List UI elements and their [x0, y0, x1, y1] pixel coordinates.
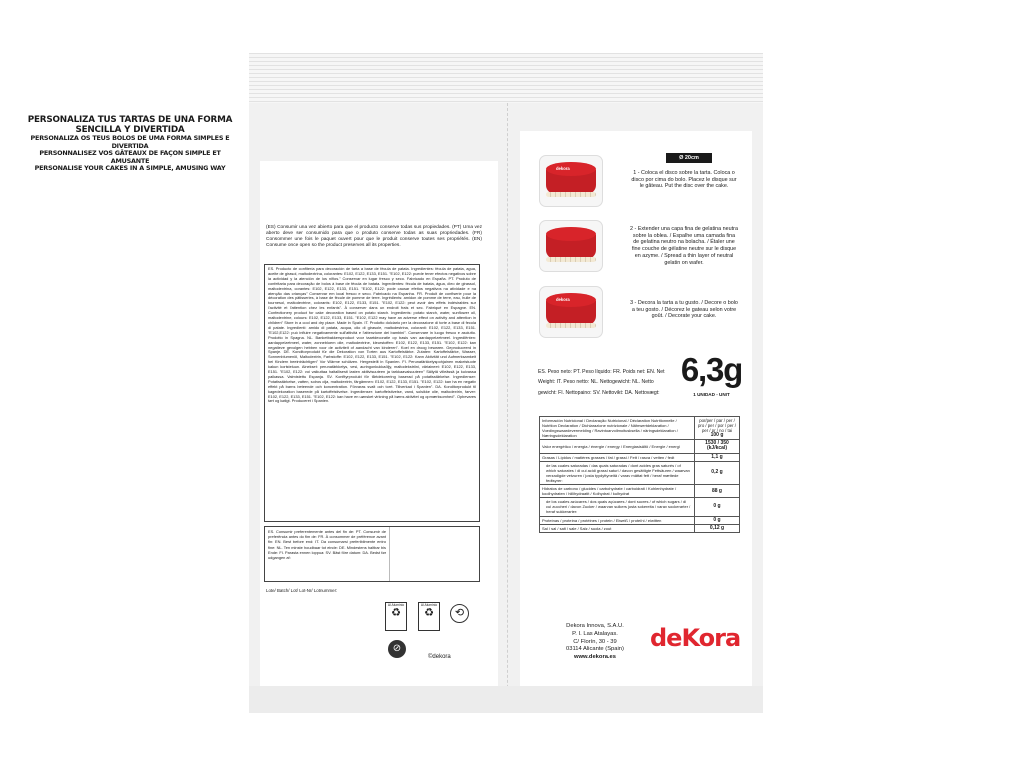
- aluminium-recycle-icon: [385, 602, 407, 631]
- address-line: Dekora Innova, S.A.U.: [566, 623, 624, 629]
- cake-image-step3: [539, 286, 603, 338]
- cake-image-step1: [539, 155, 603, 207]
- nutrition-row: [540, 498, 740, 516]
- consume-once-open-text: (ES) Consumir una vez abierto para que el producto conserve todas sus propiedades. (PT) Uma vez aberto deve ser consumido para que o produto conserve todas as suas propriedades. (FR) Consommer une fois le paquet ouvert pour que le produit conserve toutes ses propriétés. (EN) Consume once open so the product preserves all its properties.: [266, 225, 482, 248]
- unit-count: 1 UNIDAD - UNIT: [693, 392, 730, 397]
- nutrition-row: [540, 461, 740, 484]
- nutrition-table: [539, 416, 740, 533]
- net-weight-label: ES. Peso neto: PT. Peso líquido: FR. Poids net: EN. Net Weight: IT. Peso netto: NL. Nettogewicht: NL. Netto gewicht: FI. Nettopaino: SV. Nettovikt: DA. Nettovægt:: [538, 369, 665, 396]
- bin-glyph: ♻: [391, 607, 401, 619]
- headline-block: [20, 115, 240, 173]
- seal-label: Al Aluminio: [387, 603, 405, 607]
- nutrient-label: Sal / sal / salt / sale / Salz / suola / zout: [540, 524, 695, 532]
- net-weight-value: 6,3g: [680, 351, 743, 388]
- title-en: PERSONALISE YOUR CAKES IN A SIMPLE, AMUSING WAY: [34, 164, 226, 173]
- nutrition-header-row: [540, 417, 740, 440]
- bottom-seal: [249, 686, 763, 713]
- step-3-text: 3 - Decora la tarta a tu gusto. / Decore o bolo a teu gosto. / Décorez le gateau selon votre goût. / Decorate your cake.: [630, 300, 738, 320]
- nutrition-header-value: [695, 417, 740, 440]
- address-line: 03114 Alicante (Spain): [566, 646, 624, 653]
- no-glass-icon: ⊘: [388, 640, 406, 658]
- best-before-text: ES. Consumir preferentemente antes del fin de: PT. Consumir de preferência antes do fim de: FR. À consommer de préférence avant fin: EN. Best before end: IT. Da consumarsi preferibilmente entro fine: NL. Ten minste houdbaar tot einde: DE. Mindestens haltbar bis Ende: FI. Parasta ennen loppua: SV. Bäst före datum: DA. Bedst før udgangen af:: [268, 529, 386, 561]
- cake-image-step2: [539, 220, 603, 272]
- title-fr: PERSONNALISEZ VOS GÂTEAUX DE FAÇON SIMPLE ET AMUSANTE: [39, 149, 221, 165]
- nutrient-label: Proteínas / proteína / protéines / protein / Eiweiß / proteïni / eiwitten: [540, 516, 695, 524]
- website-url: www.dekora.es: [574, 654, 616, 661]
- best-before-box: [264, 526, 480, 582]
- right-label-panel: [520, 131, 752, 686]
- nutrient-label: Valor energético / energia / énergie / energy / Energiasisältö / Energie / energi: [540, 440, 695, 453]
- best-before-divider: [389, 527, 390, 581]
- cake-logo-3: dekora: [556, 297, 570, 302]
- seal-ridges: [249, 53, 763, 103]
- title-es: PERSONALIZA TUS TARTAS DE UNA FORMA SENCILLA Y DIVERTIDA: [27, 115, 233, 135]
- per-label: por/per / par / per / pro / per / por / per / per / pr / no / tai: [698, 418, 736, 434]
- nutrient-value: 0,2 g: [695, 461, 740, 484]
- step-1-text: 1 - Coloca el disco sobre la tarta. Coloca o disco por cima do bolo. Placez le disque sur le gâteau. Put the disc over the cake.: [631, 170, 737, 190]
- cake-logo: dekora: [556, 166, 570, 171]
- nutrition-row: [540, 453, 740, 461]
- center-seam: [507, 103, 508, 713]
- nutrition-row: [540, 485, 740, 498]
- diameter-badge: Ø 20cm: [666, 153, 712, 163]
- title-pt: PERSONALIZA OS TEUS BOLOS DE UMA FORMA SIMPLES E DIVERTIDA: [30, 134, 230, 150]
- manufacturer-address: [555, 623, 635, 662]
- ingredients-box: ES. Producto de confitería para decoración de tarta a base de fécula de patata. Ingredientes: fécula de patata, agua, aceite de girasol, maltodextrina, colorantes: E102, E122, E133, E151. "E102, E122: puede tener efectos negativos sobre la actividad y la atención de los niños." Conservar en lugar fresco y seco. Fabricado en España. PT. Produto de confeitaria para decoração de bolos à base de fécula de batata. Ingredientes: fécula de batata, água, óleo de girassol, maltodextrina, corantes: E102, E122, E133, E151. "E102, E122: pode causar efeitos negativos na atividade e na atenção das crianças" Conservar em local fresco e seco. Fabricado na Espanha. FR. Produit de confiserie pour la décoration des pâtisseries, à base de fécule de pomme de terre. Ingrédients: amidon de pomme de terre, eau, huile de tournesol, maltodextrine, colorants: E102, E122, E133, E151. "E102, E122: peut avoir des effets indésirables sur l'activité et l'attention chez les enfants". À conserver dans un endroit frais et sec. Fabriqué en Espagne. EN. Confectionery product for cake decoration based on potato starch. Ingredients: potato starch, water, sunflower oil, maltodextrine, colours: E102, E122, E133, E151. "E102, E122 may have an adverse effect on activity and attention in children" Store in a cool and dry place. Made in Spain. IT. Prodotto dolciario per la decorazione di torte a base di fecola di patate. Ingredienti: amido di patata, acqua, olio di girasole, maltodestrina, coloranti: E102, E122, E133, E151. "E102,E122: può influire negativamente sull'attività e l'attenzione dei bambini". Conservare in luogo fresco e asciutto. Prodotto in Spagna. NL. Banketbakkersproduct voor taartdecoratie op basis van aardappelzetmeel. Ingrediënten: aardappelzetmeel, water, zonnebloem olie, maltodextrine, kleurstoffen: E102, E122, E133, E151. "E102, E122: kan negatieve gevolgen hebben voor de activiteit of aandacht van kinderen". Koel en droog bewaren. Geproduceerd in Spanje. DE. Konditorprodukt für die Dekoration von Torten aus Kartoffelstärke. Zutaten: Kartoffelstärke, Wasser, Sonnenblumenöl, Maltodextrin, Farbstoffe: E102, E122, E133, E151. "E102, E122: Kann Aktivität und Aufmerksamkeit bei Kindern beeinträchtigen" Vor Wärme schützen. Hergestellt in Spanien. FI. Perunatärkkelyspohjainen makeistuote kakun koristeluun. Ainekset: perunatärkkelys, vesi, auringonkukkaöljy, maltodekstriini, väriaineet: E102, E122, E133, E151. "E102, E122: voi vaikuttaa haitallisesti lasten aktiivisuuteen ja tarkkaavaisuuteen" Säilytä viileässä ja kuivassa paikassa. Valmistettu Espanja. SV. Konfityrprodukt för tårtdekorering baserad på potatisstärkelse. Ingredienser: Potatisstärkelse, vatten, solros olja, maltodextrin, färgämnen: E102, E122, E133, E151. "E102, E122: kan ha en negativ effekt på barns beteende och koncentration. Förvaras svalt och torrt. Tillverkad i Spanien". DA. Konditorprodukt til kagedekoration baserede på kartoffelstivelse. Ingredienser: kartoffelstivelse, vand, solsikke olie, maltodextrin, farver: E102, E122, E133, E151. "E102, E122: kan have en uønsket virkning på børns aktivitet og opmærksomhed". Opbevares tørt og køligt. Produceret i Spanien.: [264, 264, 480, 522]
- nutrition-row: [540, 440, 740, 453]
- nutrient-label: de las cuales saturadas / das quais saturadas / dont acides gras saturés / of which saturates / di cui acidi grassi saturi / davon gesättigte Fettsäuren / waarvan verzadigde vetzuren / josta tyydyttyneitä / varav mättat fett / heraf mættede fedtsyrer:: [540, 461, 695, 484]
- step-2-text: 2 - Extender una capa fina de gelatina neutra sobre la oblea. / Espalhe uma camada fina de gelatina neutro na bolacha. / Étaler une fine couche de gélatine neutre sur le disque en azyme. / Spread a thin layer of neutral gelatin on wafer.: [630, 226, 738, 266]
- nutrient-label: de los cuales azúcares / dos quais açúcares / dont sucres / of which sugars / di cui zuccheri / davon Zucker / waarvan suikers josta sokereita / varav sockerarter / heraf sukkerarter:: [540, 498, 695, 516]
- nutrition-header-label: Información Nutricional / Declaração Nutricional / Déclaration Nutritionnelle / Nutrition Declaration / Dichiarazione nutrizionale / Nährwertdeklaration / Voedingswaardevermelding / Ravintoarvoilmoitusksella / näringsdeklaration / Næringsdeklaration: [540, 417, 695, 440]
- address-line: C/ Florín, 30 - 39: [573, 638, 617, 645]
- address-line: P. I. Las Atalayas.: [572, 630, 618, 637]
- nutrient-value: 1530 / 350 (kJ/kcal): [695, 440, 740, 453]
- nutrient-value: 0 g: [695, 498, 740, 516]
- seal-label-2: Al Aluminio: [420, 603, 438, 607]
- aluminium-recycle-icon-2: [418, 602, 440, 631]
- nutrient-value: 1,1 g: [695, 453, 740, 461]
- per-100g: 100 g: [710, 432, 724, 439]
- green-dot-icon: ⟲: [450, 604, 469, 623]
- nutrient-value: 88 g: [695, 485, 740, 498]
- nutrient-value: 0,12 g: [695, 524, 740, 532]
- nutrition-row: [540, 524, 740, 532]
- nutrient-label: Hidratos de carbono / glucides / carbohydrate / carboidrati / Kohlenhydrate / koolhydraten / hiilihydraatit / Kolhydrat / kulhydrat: [540, 485, 695, 498]
- nutrient-value: 0 g: [695, 516, 740, 524]
- nutrient-label: Grasas / Lípidos / matières grasses / fat / grassi / Fett / rasva / vetten / fedt: [540, 453, 695, 461]
- nutrition-row: [540, 516, 740, 524]
- batch-lot-label: Lote/ Batch/ Lot/ Lot-Nr/ Lotnummer:: [266, 588, 338, 593]
- brand-logo: deKora: [650, 624, 741, 652]
- bin-glyph-2: ♻: [424, 607, 434, 619]
- copyright-dekora: ©dekora: [428, 654, 451, 660]
